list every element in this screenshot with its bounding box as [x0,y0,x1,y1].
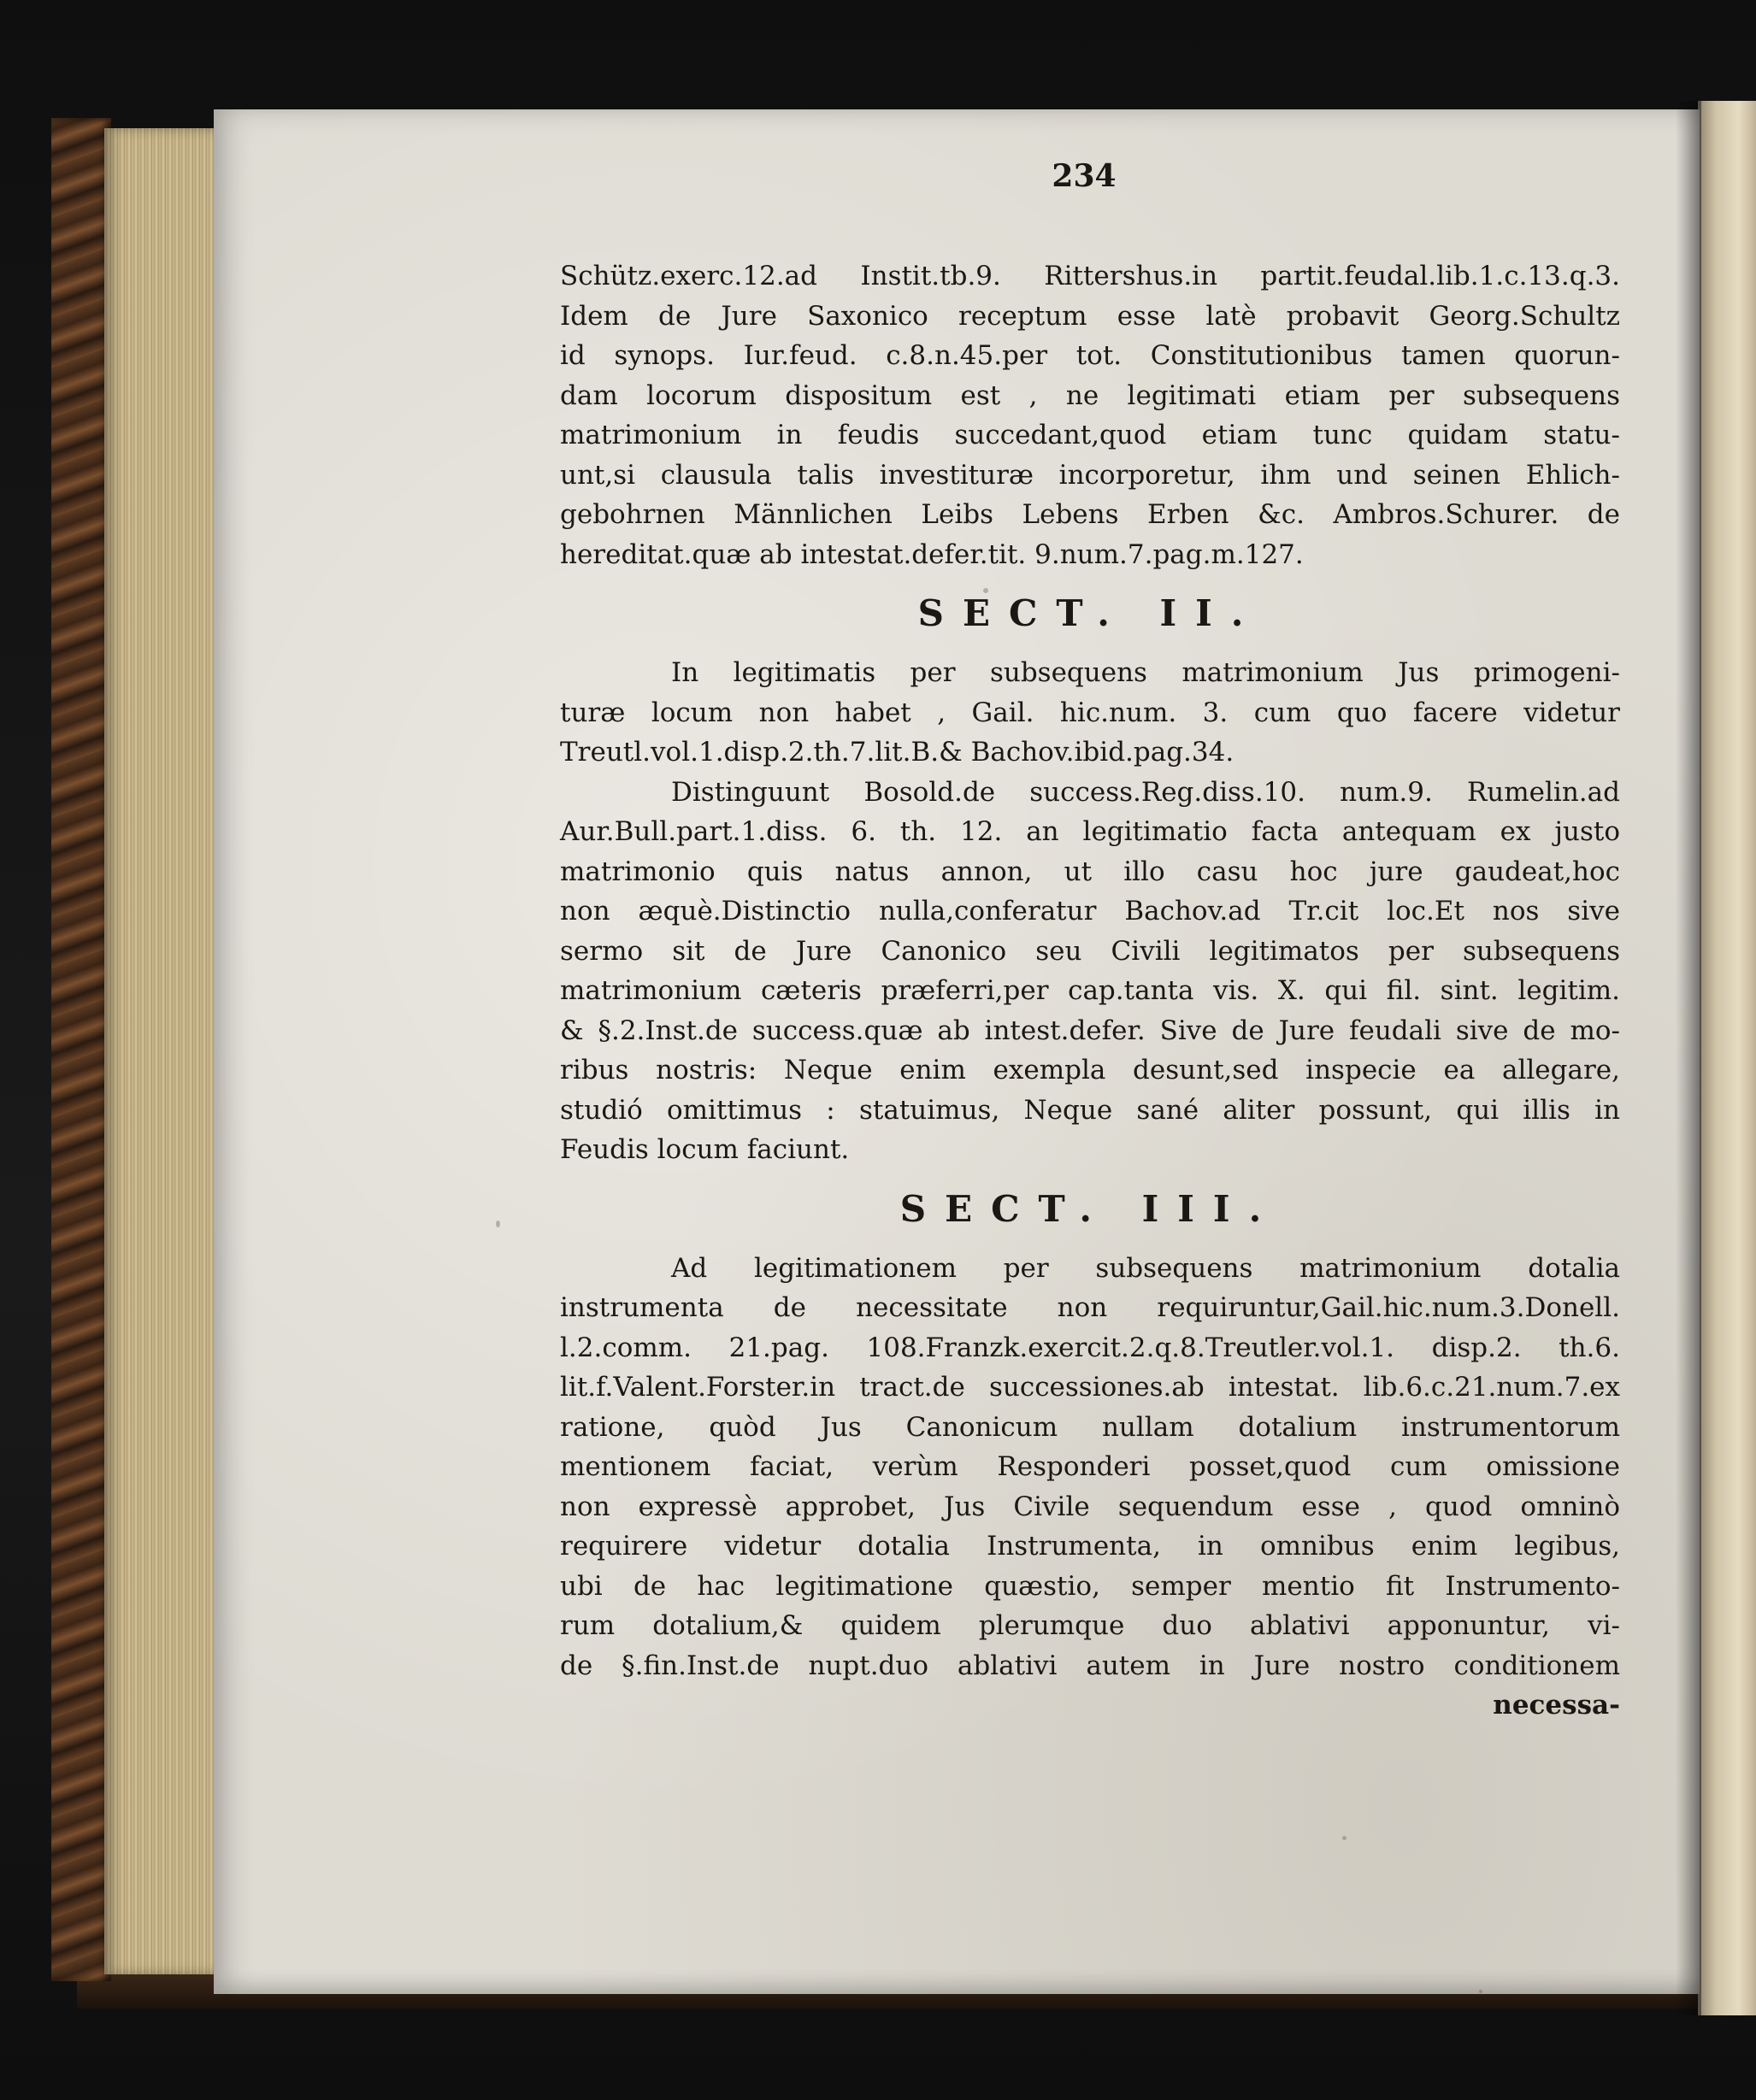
facing-page-edge [1698,101,1756,2015]
foxing-speck [496,1221,500,1227]
text-line: Ad legitimationem per subsequens matrimonium dotalia [671,1252,1620,1284]
text-line: ribus nostris: Neque enim exempla desunt,sed inspecie ea allegare, [560,1055,1620,1085]
section-heading-3: SECT. III. [899,1187,1281,1230]
paragraph-sect-2 [560,653,1620,773]
text-line: matrimonium in feudis succedant,quod etiam tunc quidam statu- [560,420,1620,450]
text-line: unt,si clausula talis investituræ incorporetur, ihm und seinen Ehlich- [560,459,1620,491]
page-edges [104,128,220,1974]
text-line: hereditat.quæ ab intestat.defer.tit. 9.num.7.pag.m.127. [560,538,1304,570]
text-line: Schütz.exerc.12.ad Instit.tb.9. Rittershus.in partit.feudal.lib.1.c.13.q.3. [560,261,1620,291]
text-line: non æquè.Distinctio nulla,conferatur Bachov.ad Tr.cit loc.Et nos sive [560,896,1620,926]
catchword: necessa- [1493,1690,1620,1721]
text-line: non expressè approbet, Jus Civile sequendum esse , quod omninò [560,1491,1620,1522]
gutter-shadow [1676,101,1701,2015]
paragraph-sect-3 [560,1249,1620,1686]
text-line: sermo sit de Jure Canonico seu Civili legitimatos per subsequens [560,935,1620,967]
text-line: Idem de Jure Saxonico receptum esse latè probavit Georg.Schultz [560,300,1620,332]
text-line: Aur.Bull.part.1.diss. 6. th. 12. an legitimatio facta antequam ex justo [560,816,1620,847]
foxing-speck [1479,1990,1482,1993]
text-line: turæ locum non habet , Gail. hic.num. 3. cum quo facere videtur [560,697,1620,728]
text-line: matrimonium cæteris præferri,per cap.tanta vis. X. qui fil. sint. legitim. [560,975,1620,1006]
text-line: Treutl.vol.1.disp.2.th.7.lit.B.& Bachov.ibid.pag.34. [560,737,1235,768]
paragraph-sect-2b [560,773,1620,1170]
text-line: studió omittimus : statuimus, Neque sané aliter possunt, qui illis in [560,1094,1620,1126]
text-line: requirere videtur dotalia Instrumenta, in omnibus enim legibus, [560,1531,1620,1562]
text-line: id synops. Iur.feud. c.8.n.45.per tot. Constitutionibus tamen quorun- [560,340,1620,371]
text-line: dam locorum dispositum est , ne legitimati etiam per subsequens [560,379,1620,411]
text-line: gebohrnen Männlichen Leibs Lebens Erben &c. Ambros.Schurer. de [560,499,1620,530]
text-line: matrimonio quis natus annon, ut illo casu hoc jure gaudeat,hoc [560,856,1620,887]
text-line: In legitimatis per subsequens matrimonium Jus primogeni- [671,657,1620,688]
foxing-speck [1342,1836,1346,1840]
paragraph-continuation [560,256,1620,574]
text-block [560,256,1620,1726]
book-binding [51,118,111,1981]
text-line: mentionem faciat, verùm Responderi posset,quod cum omissione [560,1451,1620,1482]
text-line: ubi de hac legitimatione quæstio, semper mentio fit Instrumento- [560,1570,1620,1602]
text-line: de §.fin.Inst.de nupt.duo ablativi autem in Jure nostro conditionem [560,1650,1620,1681]
page-number: 234 [1052,158,1117,194]
text-line: Distinguunt Bosold.de success.Reg.diss.10. num.9. Rumelin.ad [671,776,1620,808]
text-line: lit.f.Valent.Forster.in tract.de successiones.ab intestat. lib.6.c.21.num.7.ex [560,1372,1620,1403]
text-line: ratione, quòd Jus Canonicum nullam dotalium instrumentorum [560,1411,1620,1443]
text-line: instrumenta de necessitate non requiruntur,Gail.hic.num.3.Donell. [560,1292,1620,1323]
text-line: l.2.comm. 21.pag. 108.Franzk.exercit.2.q.8.Treutler.vol.1. disp.2. th.6. [560,1332,1620,1363]
text-line: Feudis locum faciunt. [560,1134,850,1165]
section-heading-2: SECT. II. [917,592,1263,634]
text-line: rum dotalium,& quidem plerumque duo ablativi apponuntur, vi- [560,1610,1620,1641]
text-line: & §.2.Inst.de success.quæ ab intest.defer. Sive de Jure feudali sive de mo- [560,1015,1620,1046]
